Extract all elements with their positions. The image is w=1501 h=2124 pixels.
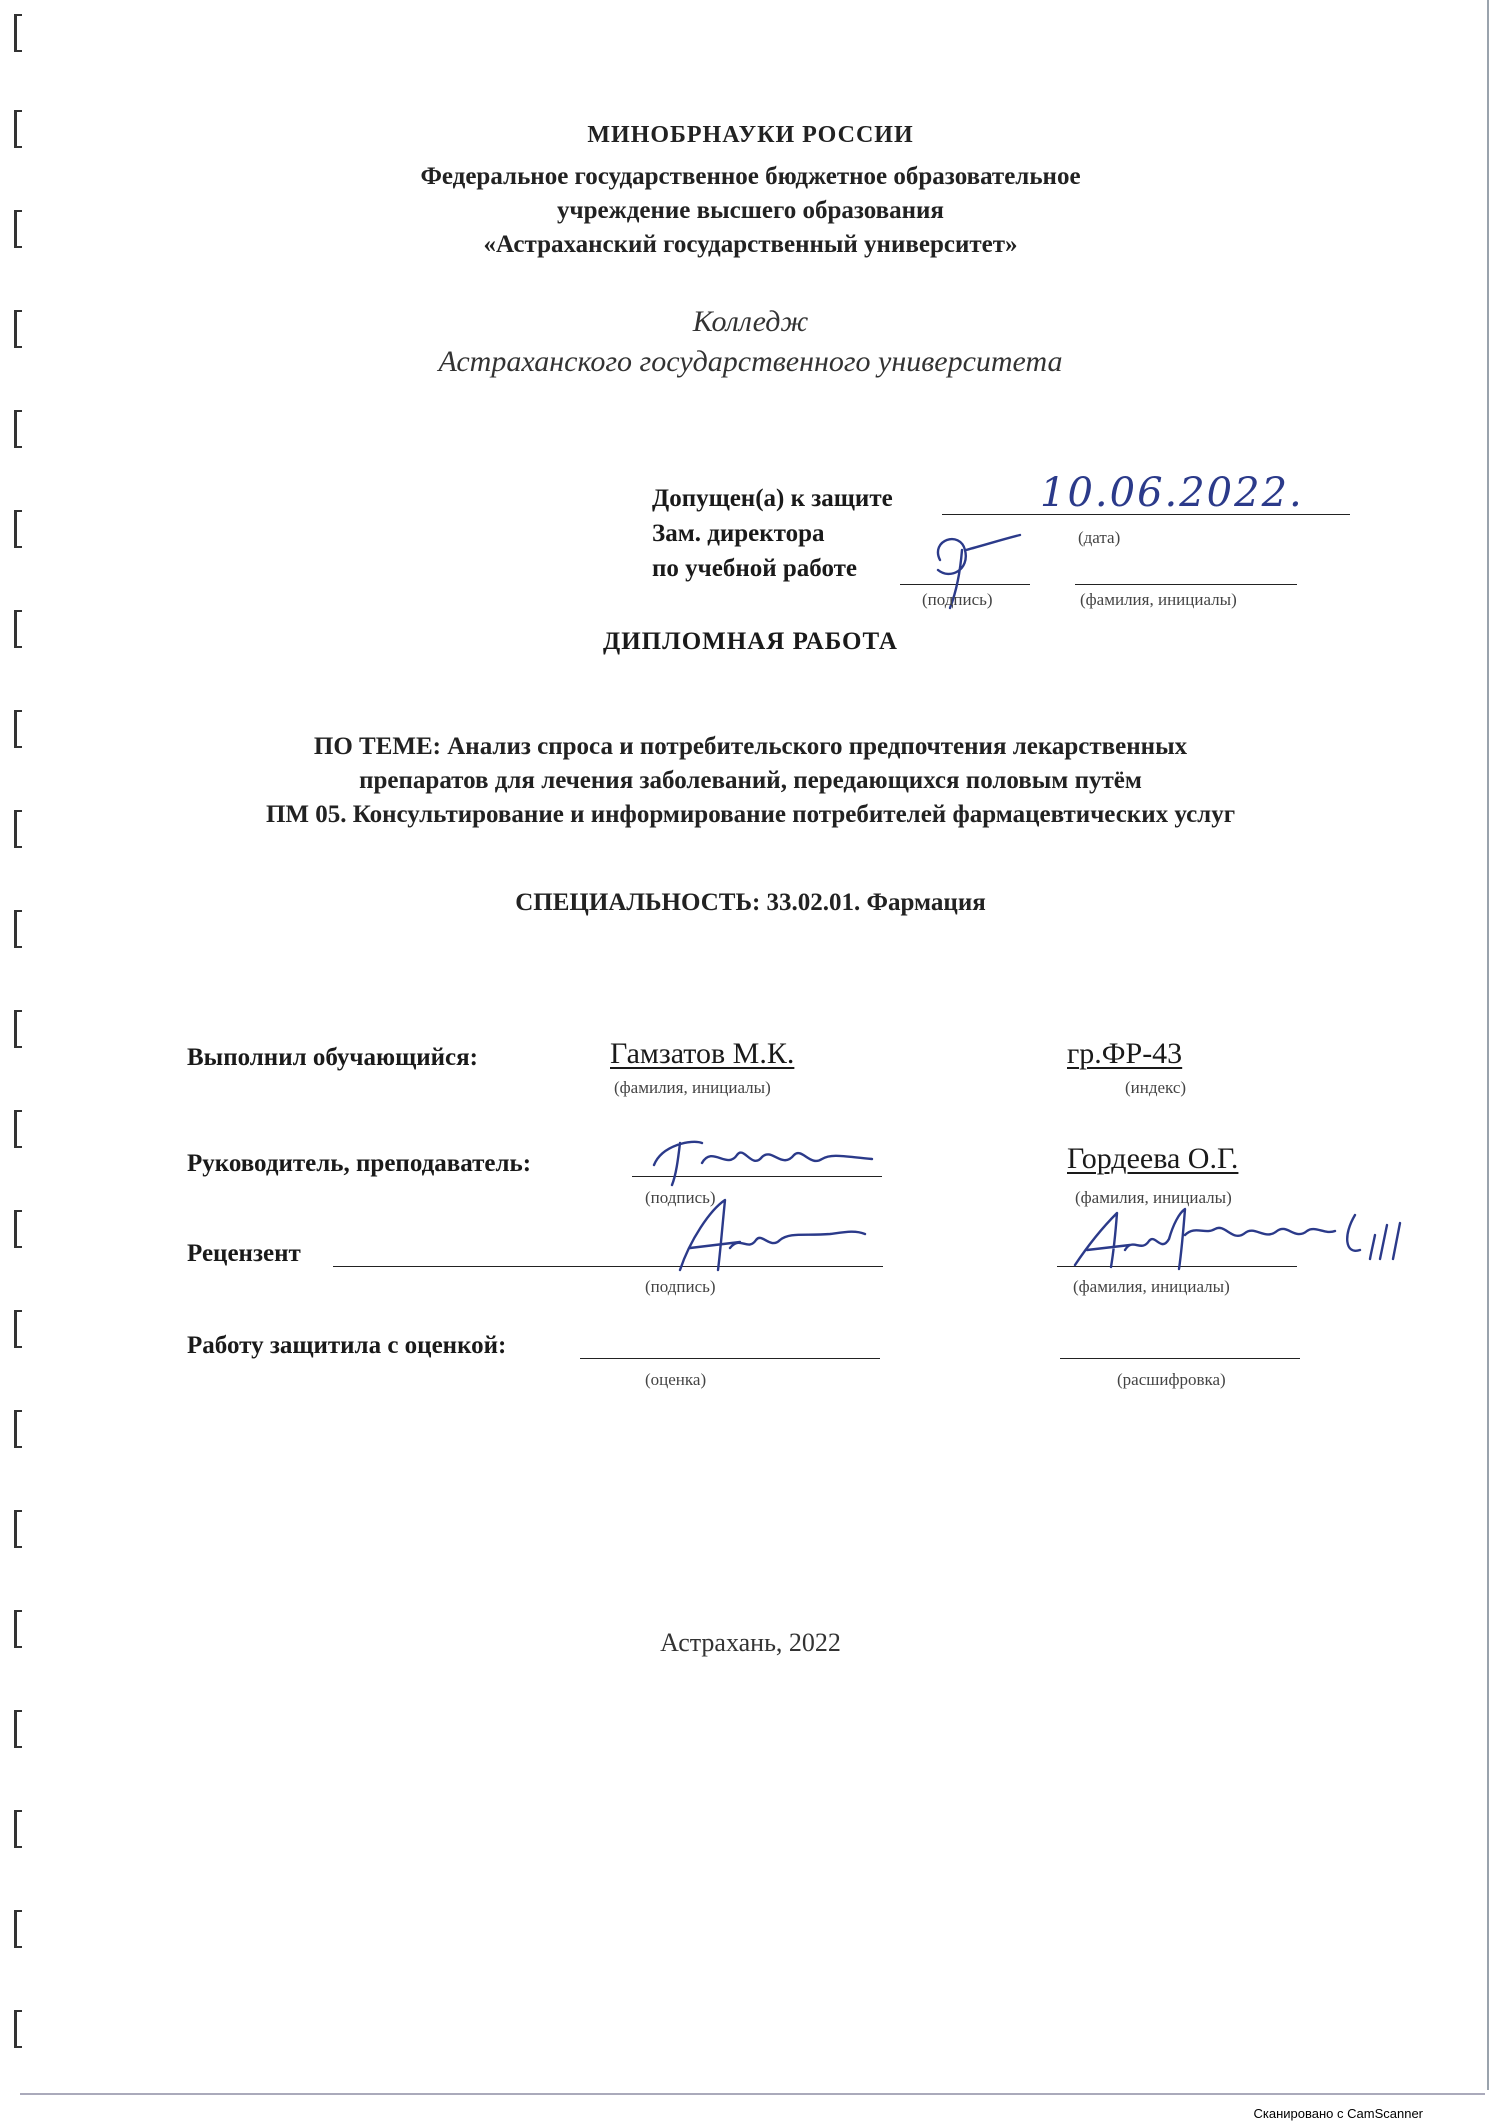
ministry-title: МИНОБРНАУКИ РОССИИ	[587, 122, 914, 148]
supervisor-signature-caption: (подпись)	[645, 1188, 716, 1207]
student-name: Гамзатов М.К.	[610, 1037, 795, 1070]
reviewer-signature	[630, 1190, 890, 1290]
reviewer-label: Рецензент	[187, 1240, 301, 1267]
supervisor-label: Руководитель, преподаватель:	[187, 1150, 532, 1177]
student-group-caption: (индекс)	[1125, 1078, 1187, 1097]
deputy-label: Зам. директора	[652, 520, 825, 547]
grade-caption: (оценка)	[645, 1370, 707, 1389]
reviewer-name-handwriting	[1055, 1195, 1455, 1285]
work-type-title: ДИПЛОМНАЯ РАБОТА	[603, 628, 898, 655]
student-group: гр.ФР-43	[1067, 1037, 1183, 1070]
reviewer-name-caption: (фамилия, инициалы)	[1073, 1277, 1230, 1296]
decode-line	[1060, 1358, 1300, 1359]
academic-label: по учебной работе	[652, 555, 858, 582]
college-line-2: Астраханского государственного университета	[438, 345, 1063, 378]
grade-line	[580, 1358, 880, 1359]
student-label: Выполнил обучающийся:	[187, 1044, 478, 1071]
topic-line-2: препаратов для лечения заболеваний, передающихся половым путём	[359, 767, 1142, 794]
deputy-signature-caption: (подпись)	[922, 590, 993, 609]
deputy-name-caption: (фамилия, инициалы)	[1080, 590, 1237, 609]
institution-line-1: Федеральное государственное бюджетное образовательное	[420, 163, 1081, 190]
admitted-label: Допущен(а) к защите	[652, 485, 893, 512]
specialty: СПЕЦИАЛЬНОСТЬ: 33.02.01. Фармация	[515, 889, 986, 916]
scan-bottom-edge	[20, 2093, 1485, 2095]
college-line-1: Колледж	[692, 305, 809, 338]
handwritten-date: 10.06.2022.	[1040, 470, 1304, 516]
institution-line-2: учреждение высшего образования	[557, 197, 944, 224]
decode-caption: (расшифровка)	[1117, 1370, 1226, 1389]
topic-line-1: ПО ТЕМЕ: Анализ спроса и потребительского предпочтения лекарственных	[313, 733, 1188, 760]
deputy-name-line	[1075, 584, 1297, 585]
defense-label: Работу защитила с оценкой:	[187, 1332, 507, 1359]
scanner-watermark: Сканировано с CamScanner	[1253, 2106, 1423, 2121]
topic-line-3: ПМ 05. Консультирование и информирование потребителей фармацевтических услуг	[265, 801, 1236, 828]
supervisor-name-caption: (фамилия, инициалы)	[1075, 1188, 1232, 1207]
city-year: Астрахань, 2022	[660, 1628, 841, 1657]
reviewer-signature-caption: (подпись)	[645, 1277, 716, 1296]
date-caption: (дата)	[1078, 528, 1121, 547]
supervisor-name: Гордеева О.Г.	[1067, 1142, 1239, 1175]
institution-line-3: «Астраханский государственный университет»	[483, 231, 1018, 258]
student-name-caption: (фамилия, инициалы)	[614, 1078, 771, 1097]
